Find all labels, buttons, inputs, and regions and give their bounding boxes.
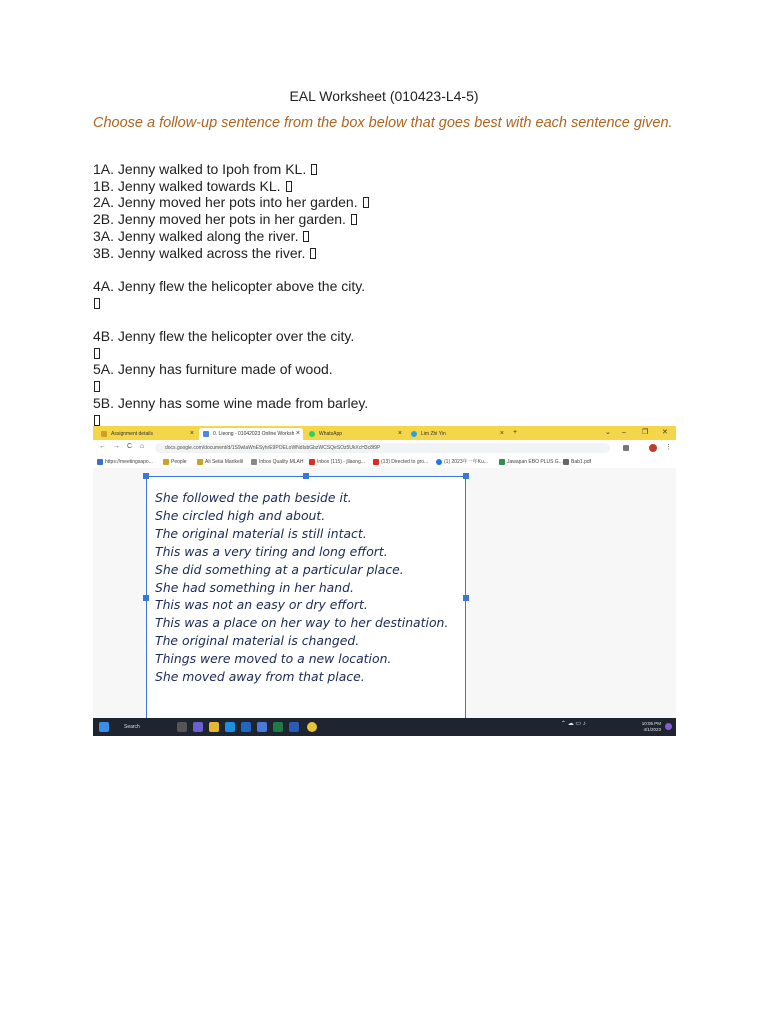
whatsapp-icon <box>309 431 315 437</box>
choice-item: The original material is still intact. <box>155 525 367 541</box>
window-close-icon[interactable]: ✕ <box>662 429 668 436</box>
sentence-item: 3B. Jenny walked across the river. <box>93 245 683 262</box>
sentence-item: 1A. Jenny walked to Ipoh from KL. <box>93 161 683 178</box>
address-bar <box>93 440 676 457</box>
bookmark-item[interactable]: (13) Directed to gro... <box>373 458 428 466</box>
resize-handle[interactable] <box>143 473 149 479</box>
minimize-icon[interactable]: – <box>622 429 626 436</box>
worksheet-title: EAL Worksheet (010423-L4-5) <box>289 88 479 104</box>
bookmark-item[interactable]: Jawapan EBO PLUS G... <box>499 458 563 466</box>
browser-tab-bar <box>93 426 676 440</box>
sentence-item: 3A. Jenny walked along the river. <box>93 228 683 245</box>
chrome-icon[interactable] <box>307 722 317 732</box>
youtube-icon <box>373 459 379 465</box>
word-icon[interactable] <box>289 722 299 732</box>
windows-taskbar <box>93 718 676 736</box>
browser-tab[interactable]: WhatsApp × <box>305 428 405 440</box>
close-icon[interactable]: × <box>397 430 402 437</box>
menu-icon[interactable]: ⋮ <box>665 444 672 451</box>
answer-box-icon <box>94 381 100 392</box>
choice-item: This was not an easy or dry effort. <box>155 597 368 613</box>
sentence-item: 4B. Jenny flew the helicopter over the city. <box>93 328 355 344</box>
profile-avatar[interactable] <box>649 444 657 452</box>
bookmark-item[interactable]: https://meetingsapo... <box>97 458 153 466</box>
sentence-item: 2A. Jenny moved her pots into her garden. <box>93 194 683 211</box>
chat-icon[interactable] <box>193 722 203 732</box>
answer-box-icon <box>94 298 100 309</box>
home-icon[interactable]: ⌂ <box>140 443 145 450</box>
url-field[interactable]: docs.google.com/document/d/1S9wlaWnESyhrE9POELoWNdIsbGbzWCSQeSOz5UkXcH3c8t9P <box>155 443 610 453</box>
answer-box-icon <box>94 415 100 426</box>
docs-favicon-icon <box>203 431 209 437</box>
choice-item: This was a very tiring and long effort. <box>155 543 388 559</box>
excel-icon[interactable] <box>273 722 283 732</box>
close-icon[interactable]: × <box>499 430 504 437</box>
sentence-item: 4A. Jenny flew the helicopter above the city. <box>93 277 366 294</box>
tab-favicon-icon <box>101 431 107 437</box>
choice-item: The original material is changed. <box>155 633 360 649</box>
embedded-screenshot <box>93 426 676 736</box>
answer-box-icon <box>303 231 309 242</box>
close-icon[interactable]: × <box>295 430 300 437</box>
choice-item: This was a place on her way to her destination. <box>155 615 449 631</box>
resize-handle[interactable] <box>463 473 469 479</box>
forward-icon[interactable]: → <box>113 443 120 450</box>
bookmark-item[interactable]: Ali Setia Marikelil <box>197 458 243 466</box>
browser-tab-active[interactable]: 0. Lieong - 01042023 Online Worksh × <box>199 428 303 440</box>
answer-box-icon <box>94 348 100 359</box>
browser-tab[interactable]: Assignment details × <box>97 428 197 440</box>
close-icon[interactable]: × <box>189 430 194 437</box>
new-tab-button[interactable]: + <box>513 429 518 436</box>
selected-image-box[interactable] <box>146 476 466 736</box>
back-icon[interactable]: ← <box>99 443 106 450</box>
tab-search-icon[interactable]: ⌄ <box>605 429 611 436</box>
resize-handle[interactable] <box>143 595 149 601</box>
task-view-icon[interactable] <box>177 722 187 732</box>
bookmark-item[interactable]: Inbox Quality MLAH <box>251 458 303 466</box>
clock[interactable]: 10:05 PM 4/1/2023 <box>641 721 661 732</box>
maximize-icon[interactable]: ❐ <box>642 429 649 436</box>
choice-list <box>155 489 465 686</box>
taskbar-search[interactable]: Search <box>124 724 140 730</box>
extensions-icon[interactable] <box>623 445 629 451</box>
gmail-icon <box>309 459 315 465</box>
bookmark-icon <box>97 459 103 465</box>
bookmark-item[interactable]: Bab1.pdf <box>563 458 591 466</box>
sentence-item: 1B. Jenny walked towards KL. <box>93 178 683 195</box>
bookmark-icon <box>251 459 257 465</box>
bookmark-icon <box>197 459 203 465</box>
answer-box-icon <box>311 164 317 175</box>
edge-icon[interactable] <box>225 722 235 732</box>
sentence-item: 2B. Jenny moved her pots in her garden. <box>93 211 683 228</box>
sentence-item: 5B. Jenny has some wine made from barley. <box>93 394 369 411</box>
choice-item: She did something at a particular place. <box>155 561 404 577</box>
bookmark-icon <box>163 459 169 465</box>
outlook-icon[interactable] <box>241 722 251 732</box>
system-tray-icons[interactable]: ⌃ ☁ ▭ ♪ <box>561 721 586 727</box>
windows-start-icon[interactable] <box>99 722 109 732</box>
instruction-text: Choose a follow-up sentence from the box below that goes best with each sentence given. <box>93 115 673 131</box>
answer-box-icon <box>351 214 357 225</box>
facebook-icon <box>436 459 442 465</box>
choice-item: She moved away from that place. <box>155 669 365 685</box>
file-explorer-icon[interactable] <box>209 722 219 732</box>
browser-tab[interactable]: Lim Zhi Yin × <box>407 428 507 440</box>
reload-icon[interactable]: C <box>127 443 133 450</box>
store-icon[interactable] <box>257 722 267 732</box>
answer-box-icon <box>310 248 316 259</box>
bookmark-item[interactable]: (1) 2023年一年Ku... <box>436 458 488 466</box>
answer-box-icon <box>286 181 292 192</box>
pdf-icon <box>563 459 569 465</box>
sentence-item: 5A. Jenny has furniture made of wood. <box>93 361 333 378</box>
resize-handle[interactable] <box>463 595 469 601</box>
notification-icon[interactable] <box>665 723 672 730</box>
resize-handle[interactable] <box>303 473 309 479</box>
choice-item: She had something in her hand. <box>155 579 354 595</box>
bookmark-item[interactable]: Inbox (115) - jllaong... <box>309 458 365 466</box>
choice-item: Things were moved to a new location. <box>155 651 392 667</box>
choice-item: She followed the path beside it. <box>155 490 352 505</box>
choice-item: She circled high and about. <box>155 507 326 523</box>
bookmark-item[interactable]: People <box>163 458 187 466</box>
sentence-list <box>93 161 683 428</box>
telegram-icon <box>411 431 417 437</box>
document-area <box>93 468 676 718</box>
answer-box-icon <box>363 197 369 208</box>
bookmark-icon <box>499 459 505 465</box>
